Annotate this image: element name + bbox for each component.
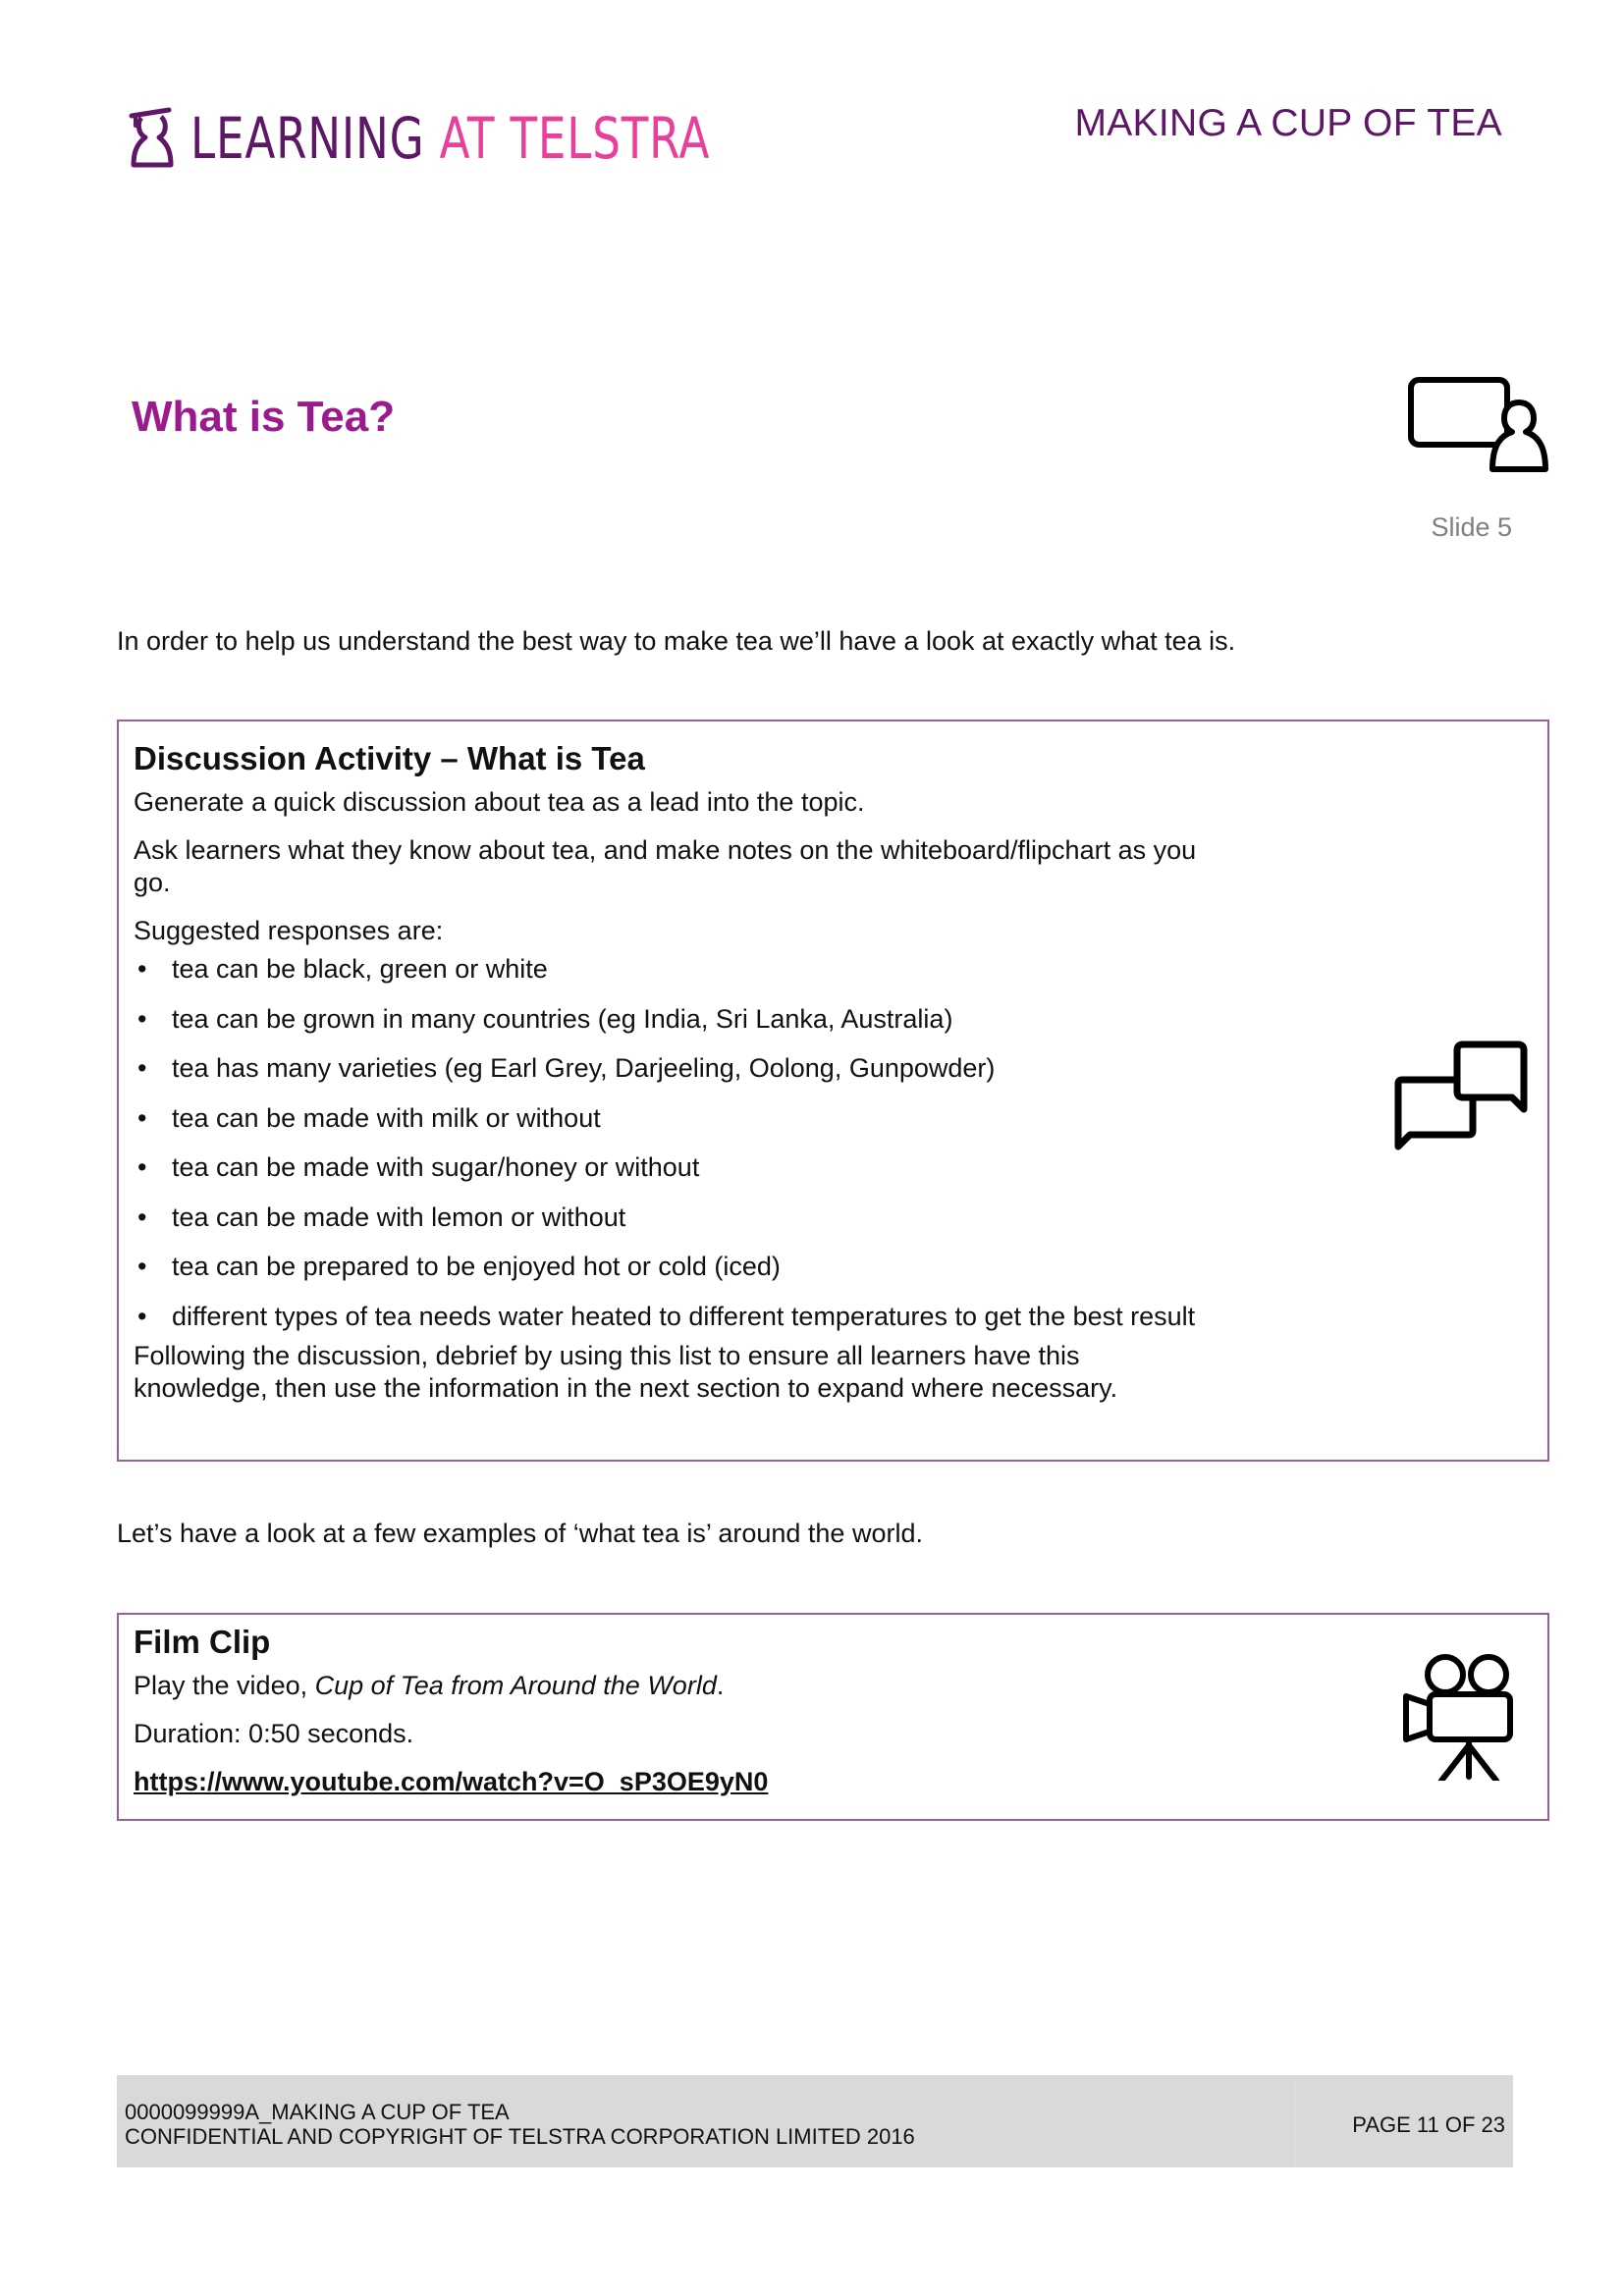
learning-at-telstra-logo bbox=[128, 104, 857, 173]
logo-text-accent: AT TELSTRA bbox=[439, 105, 711, 172]
list-item: • tea can be prepared to be enjoyed hot or cold (iced) bbox=[137, 1252, 781, 1281]
list-item-text: tea can be prepared to be enjoyed hot or cold (iced) bbox=[172, 1252, 781, 1281]
graduate-icon bbox=[128, 106, 177, 171]
list-item-text: tea can be made with lemon or without bbox=[172, 1201, 626, 1232]
chat-bubbles-icon bbox=[1392, 1029, 1530, 1156]
section-title: What is Tea? bbox=[132, 393, 396, 441]
discussion-closing: Following the discussion, debrief by using this list to ensure all learners have this knowledge, then use the information in the next section to expand where necessary. bbox=[134, 1340, 1118, 1403]
list-item: • tea can be black, green or white bbox=[137, 954, 548, 984]
footer-document-code: 0000099999A_MAKING A CUP OF TEA bbox=[125, 2100, 510, 2124]
suggested-responses-list bbox=[134, 953, 1223, 1333]
list-item-text: tea can be grown in many countries (eg India, Sri Lanka, Australia) bbox=[172, 1003, 953, 1034]
play-suffix: . bbox=[716, 1671, 725, 1700]
play-video-instruction bbox=[134, 1670, 1223, 1702]
logo-text-primary: LEARNING bbox=[190, 105, 425, 172]
transition-paragraph: Let’s have a look at a few examples of ‘what tea is’ around the world. bbox=[117, 1519, 923, 1548]
intro-paragraph: In order to help us understand the best way to make tea we’ll have a look at exactly what tea is. bbox=[117, 626, 1236, 656]
logo-wordmark bbox=[190, 105, 711, 172]
film-clip-box bbox=[117, 1613, 1549, 1821]
discussion-heading: Discussion Activity – What is Tea bbox=[134, 740, 645, 776]
video-title: Cup of Tea from Around the World bbox=[314, 1671, 717, 1700]
list-item: • tea can be made with sugar/honey or without bbox=[137, 1152, 700, 1182]
page-footer bbox=[117, 2075, 1513, 2167]
film-camera-icon bbox=[1402, 1643, 1518, 1781]
list-item-text: tea has many varieties (eg Earl Grey, Darjeeling, Oolong, Gunpowder) bbox=[172, 1053, 996, 1083]
video-link[interactable]: https://www.youtube.com/watch?v=O_sP3OE9yN0 bbox=[134, 1767, 769, 1796]
footer-divider bbox=[1295, 2075, 1296, 2167]
footer-copyright: CONFIDENTIAL AND COPYRIGHT OF TELSTRA CORPORATION LIMITED 2016 bbox=[125, 2124, 915, 2149]
discussion-paragraph: Generate a quick discussion about tea as a lead into the topic. bbox=[134, 787, 865, 817]
presenter-icon bbox=[1406, 373, 1549, 479]
list-item-text: tea can be black, green or white bbox=[172, 954, 548, 984]
film-clip-heading: Film Clip bbox=[134, 1624, 271, 1660]
page-number: PAGE 11 OF 23 bbox=[1352, 2112, 1505, 2137]
discussion-paragraph: Suggested responses are: bbox=[134, 916, 444, 945]
list-item-text: tea can be made with milk or without bbox=[172, 1102, 601, 1133]
list-item-text: tea can be made with sugar/honey or without bbox=[172, 1152, 700, 1182]
video-duration: Duration: 0:50 seconds. bbox=[134, 1719, 414, 1748]
list-item: • tea can be made with milk or without bbox=[137, 1102, 601, 1133]
list-item-text: different types of tea needs water heated to different temperatures to get the best result bbox=[172, 1301, 1196, 1331]
play-prefix: Play the video, bbox=[134, 1671, 315, 1700]
document-title: MAKING A CUP OF TEA bbox=[1074, 102, 1502, 144]
list-item: • tea can be made with lemon or without bbox=[137, 1201, 626, 1232]
discussion-activity-box bbox=[117, 720, 1549, 1462]
list-item: • tea can be grown in many countries (eg India, Sri Lanka, Australia) bbox=[137, 1003, 953, 1034]
list-item: • tea has many varieties (eg Earl Grey, Darjeeling, Oolong, Gunpowder) bbox=[137, 1053, 996, 1083]
discussion-paragraph: Ask learners what they know about tea, and make notes on the whiteboard/flipchart as you go. bbox=[134, 835, 1197, 897]
slide-number-label: Slide 5 bbox=[1431, 512, 1512, 542]
list-item: • different types of tea needs water heated to different temperatures to get the best result bbox=[137, 1301, 1196, 1331]
